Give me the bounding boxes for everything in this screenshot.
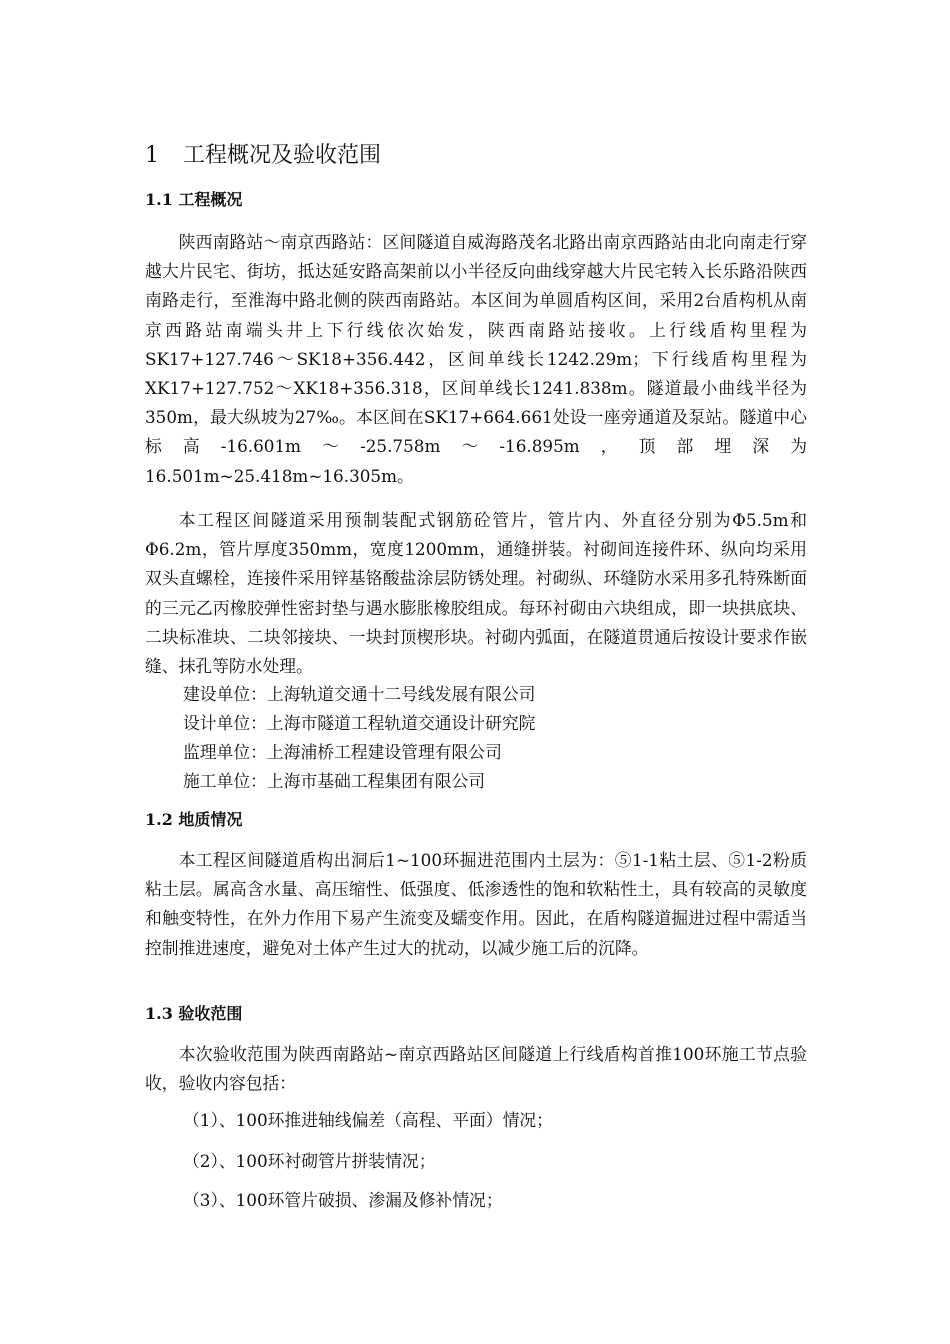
section-1-3-paragraph: 本次验收范围为陕西南路站~南京西路站区间隧道上行线盾构首推100环施工节点验收，验收内容包括： xyxy=(145,1044,807,1094)
design-unit: 设计单位：上海市隧道工程轨道交通设计研究院 xyxy=(183,713,536,733)
acceptance-item-3: （3）、100环管片破损、渗漏及修补情况； xyxy=(183,1190,503,1210)
section-1-1-heading: 1.1 工程概况 xyxy=(145,190,243,209)
section-1-number: 1 xyxy=(145,143,159,168)
section-1-1-paragraph-2: 本工程区间隧道采用预制装配式钢筋砼管片，管片内、外直径分别为Φ5.5m和Φ6.2m，管片厚度350mm，宽度1200mm，通缝拼装。衬砌间连接件环、纵向均采用双头直螺栓，连接件采用锌基铬酸盐涂层防锈处理。衬砌纵、环缝防水采用多孔特殊断面的三元乙丙橡胶弹性密封垫与遇水膨胀橡胶组成。每环衬砌由六块组成，即一块拱底块、二块标准块、二块邻接块、一块封顶楔形块。衬砌内弧面，在隧道贯通后按设计要求作嵌缝、抹孔等防水处理。 xyxy=(145,510,807,677)
construction-unit: 建设单位：上海轨道交通十二号线发展有限公司 xyxy=(183,684,536,704)
supervision-unit: 监理单位：上海浦桥工程建设管理有限公司 xyxy=(183,742,502,762)
acceptance-item-2: （2）、100环衬砌管片拼装情况； xyxy=(183,1151,436,1171)
section-1-1-paragraph-1: 陕西南路站～南京西路站：区间隧道自威海路茂名北路出南京西路站由北向南走行穿越大片民宅、街坊，抵达延安路高架前以小半径反向曲线穿越大片民宅转入长乐路沿陕西南路走行，至淮海中路北侧的陕西南路站。本区间为单圆盾构区间，采用2台盾构机从南京西路站南端头井上下行线依次始发，陕西南路站接收。上行线盾构里程为SK17+127.746～SK18+356.442，区间单线长1242.29m；下行线盾构里程为XK17+127.752～XK18+356.318，区间单线长1241.838m。隧道最小曲线半径为350m，最大纵坡为27‰。本区间在SK17+664.661处设一座旁通道及泵站。隧道中心标高-16.601m～-25.758m～-16.895m，顶部埋深为16.501m~25.418m~16.305m。 xyxy=(145,232,807,486)
section-1-2-paragraph: 本工程区间隧道盾构出洞后1~100环掘进范围内土层为：⑤1-1粘土层、⑤1-2粉质粘土层。属高含水量、高压缩性、低强度、低渗透性的饱和软粘性土，具有较高的灵敏度和触变特性，在外力作用下易产生流变及蠕变作用。因此，在盾构隧道掘进过程中需适当控制推进速度，避免对土体产生过大的扰动，以减少施工后的沉降。 xyxy=(145,850,807,958)
section-1-3-heading: 1.3 验收范围 xyxy=(145,1004,243,1023)
acceptance-item-1: （1）、100环推进轴线偏差（高程、平面）情况； xyxy=(183,1110,553,1130)
section-1-2-heading: 1.2 地质情况 xyxy=(145,810,243,829)
section-1-title: 工程概况及验收范围 xyxy=(183,143,382,168)
contractor-unit: 施工单位：上海市基础工程集团有限公司 xyxy=(183,771,486,791)
section-1-heading xyxy=(145,140,381,172)
